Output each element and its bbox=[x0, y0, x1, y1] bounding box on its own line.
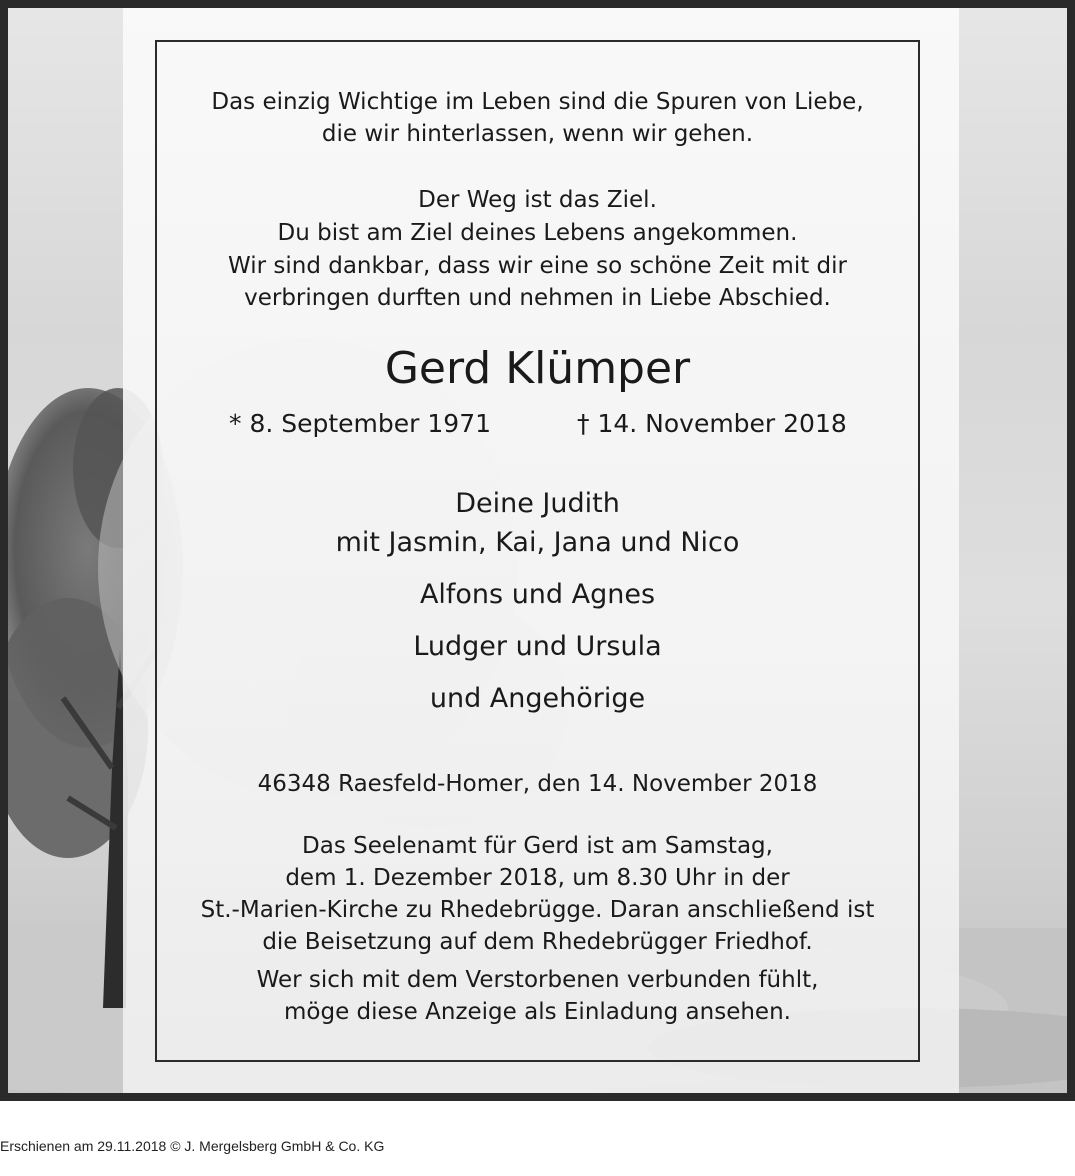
service-line-4: die Beisetzung auf dem Rhedebrügger Friedhof. bbox=[262, 929, 813, 955]
publication-credit: Erschienen am 29.11.2018 © J. Mergelsberg GmbH & Co. KG bbox=[0, 1138, 385, 1154]
message-line-3: Wir sind dankbar, dass wir eine so schöne Zeit mit dir bbox=[227, 253, 847, 279]
service-line-3: St.-Marien-Kirche zu Rhedebrügge. Daran anschließend ist bbox=[200, 897, 875, 923]
invitation-line-2: möge diese Anzeige als Einladung ansehen. bbox=[284, 999, 791, 1025]
death-date: † 14. November 2018 bbox=[577, 409, 847, 438]
birth-date: * 8. September 1971 bbox=[229, 409, 491, 438]
message-line-1: Der Weg ist das Ziel. bbox=[418, 187, 657, 213]
place-date: 46348 Raesfeld-Homer, den 14. November 2018 bbox=[257, 771, 818, 797]
quote-line-1: Das einzig Wichtige im Leben sind die Spuren von Liebe, bbox=[211, 89, 864, 115]
service-line-1: Das Seelenamt für Gerd ist am Samstag, bbox=[302, 833, 773, 859]
quote-line-2: die wir hinterlassen, wenn wir gehen. bbox=[321, 121, 754, 147]
service-line-2: dem 1. Dezember 2018, um 8.30 Uhr in der bbox=[285, 865, 790, 891]
mourner-line-5: und Angehörige bbox=[429, 683, 646, 714]
message-line-4: verbringen durften und nehmen in Liebe Abschied. bbox=[244, 285, 831, 311]
mourner-line-4: Ludger und Ursula bbox=[413, 631, 662, 662]
mourner-line-3: Alfons und Agnes bbox=[419, 579, 656, 610]
invitation-line-1: Wer sich mit dem Verstorbenen verbunden fühlt, bbox=[256, 967, 819, 993]
text-box bbox=[155, 40, 920, 1062]
message-line-2: Du bist am Ziel deines Lebens angekommen. bbox=[277, 220, 798, 246]
mourner-line-2: mit Jasmin, Kai, Jana und Nico bbox=[335, 527, 740, 558]
deceased-name: Gerd Klümper bbox=[384, 343, 691, 394]
mourner-line-1: Deine Judith bbox=[455, 488, 620, 519]
